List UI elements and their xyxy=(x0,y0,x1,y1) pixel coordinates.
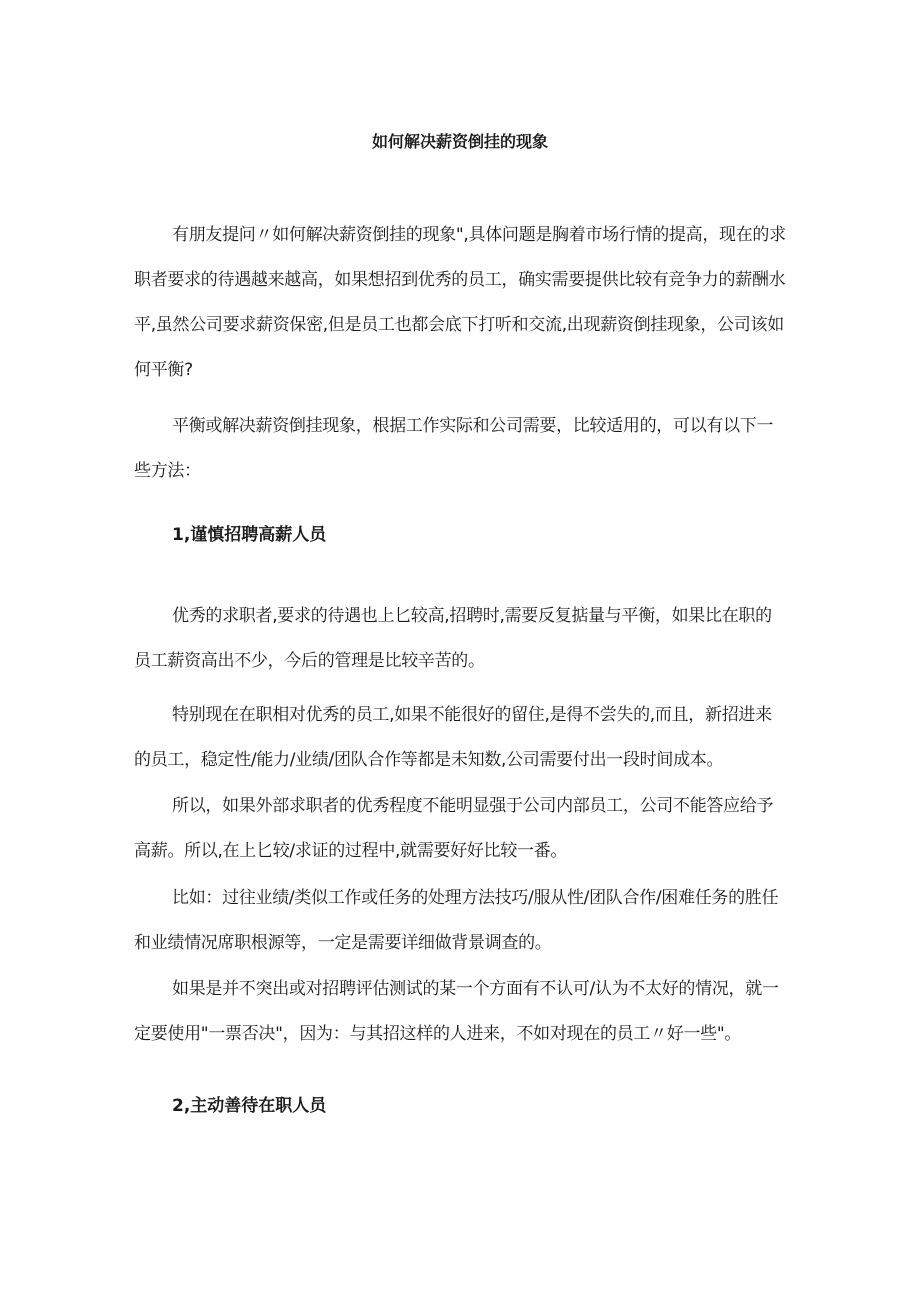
document-title: 如何解决薪资倒挂的现象 xyxy=(371,132,548,151)
section-1-paragraph-5: 如果是并不突出或对招聘评估测试的某一个方面有不认可/认为不太好的情况，就一定要使用"一票否决"，因为：与其招这样的人进来，不如对现在的员工〃好一些"。 xyxy=(134,979,779,1044)
intro-paragraph: 有朋友提问〃如何解决薪资倒挂的现象",具体问题是胸着市场行情的提高，现在的求职者要求的待遇越来越高，如果想招到优秀的员工，确实需要提供比较有竞争力的薪酬水平,虽然公司要求薪资保密,但是员工也都会底下打听和交流,出现薪资倒挂现象，公司该如何平衡? xyxy=(134,225,786,380)
section-1-paragraph-1: 优秀的求职者,要求的待遇也上匕较高,招聘时,需要反复掂量与平衡，如果比在职的员工薪资高出不少，今后的管理是比较辛苦的。 xyxy=(134,606,772,671)
section-2-heading: 2,主动善待在职人员 xyxy=(172,1096,327,1116)
section-1-paragraph-4: 比如：过往业绩/类似工作或任务的处理方法技巧/服从性/团队合作/困难任务的胜任和业绩情况席职根源等，一定是需要详细做背景调查的。 xyxy=(134,888,779,953)
section-1-heading: 1,谨慎招聘高薪人员 xyxy=(172,525,327,545)
section-1-paragraph-2: 特别现在在职相对优秀的员工,如果不能很好的留住,是得不尝失的,而且，新招进来的员工，稳定性/能力/业绩/团队合作等都是未知数,公司需要付出一段时间成本。 xyxy=(134,705,772,770)
answer-paragraph: 平衡或解决薪资倒挂现象，根据工作实际和公司需要，比较适用的，可以有以下一些方法： xyxy=(134,416,774,481)
section-1-paragraph-3: 所以，如果外部求职者的优秀程度不能明显强于公司内部员工，公司不能答应给予高薪。所以,在上匕较/求证的过程中,就需要好好比较一番。 xyxy=(134,796,774,861)
